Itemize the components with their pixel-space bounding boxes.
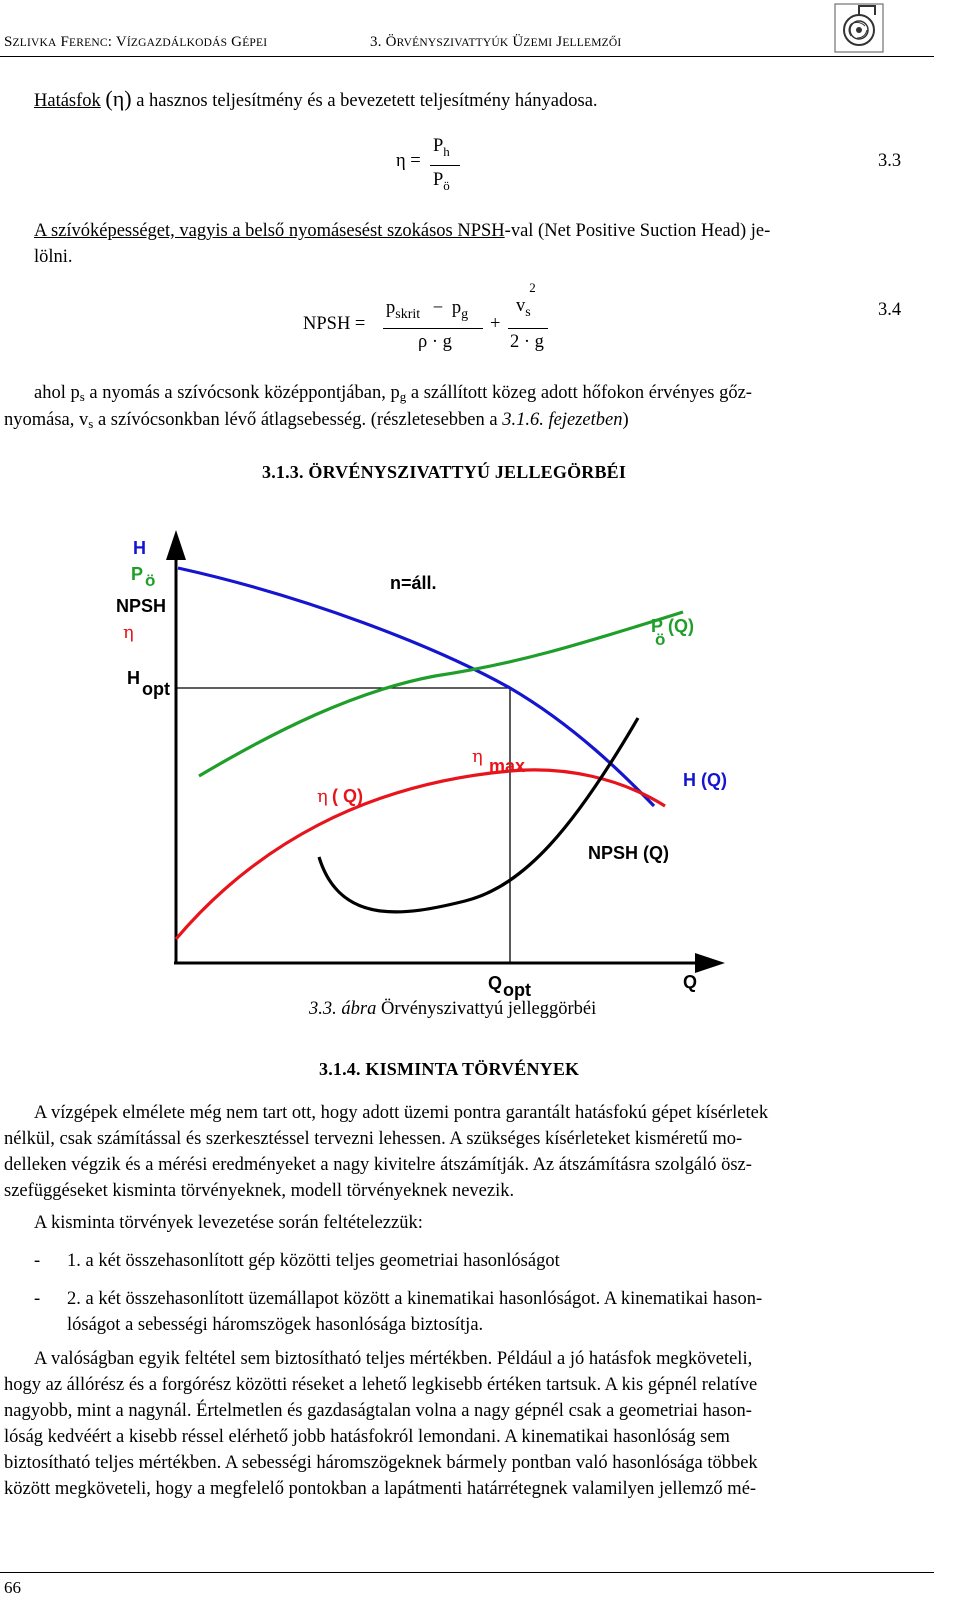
figure-caption: 3.3. ábra Örvényszivattyú jelleggörbéi <box>309 999 597 1019</box>
etamax-eta: η <box>472 746 483 767</box>
qopt-label: Q <box>488 973 503 993</box>
n-label: n=áll. <box>390 573 437 593</box>
section-heading-3-1-4: 3.1.4. KISMINTA TÖRVÉNYEK <box>319 1059 580 1079</box>
efficiency-definition: Hatásfok (η) a hasznos teljesítmény és a bevezetett teljesítmény hányadosa. <box>34 86 598 111</box>
etaq-rest: ( Q) <box>332 786 363 806</box>
section-heading-3-1-3: 3.1.3. ÖRVÉNYSZIVATTYÚ JELLEGÖRBÉI <box>262 462 627 482</box>
etamax-sub: max <box>489 756 526 776</box>
variables-paragraph: ahol ps a nyomás a szívócsonk középpontjában, pg a szállított közeg adott hőfokon érvényes gőz- nyomása, vs a szívócsonkban lévő átlagsebesség. (részletesebben a 3.1.6. fejezetben) <box>4 383 752 431</box>
ylabel-p: P <box>131 564 144 584</box>
paragraph-model-laws-intro: A vízgépek elmélete még nem tart ott, hogy adott üzemi pontra garantált hatásfokú gépet kísérletek nélkül, csak számítással és szerkesztéssel tervezni lehessen. A szükséges kísérleteket kisméretű mo- delleken végzik és a mérési eredményeket a nagy kivitelre átszámítják. Az átszámításra szolgáló ösz- szefüggéseket kisminta törvényeknek, modell törvényeknek nevezik. <box>4 1103 769 1201</box>
etaq-eta: η <box>317 786 328 807</box>
pump-logo-icon <box>833 2 885 54</box>
equation-number: 3.4 <box>878 300 902 320</box>
h-curve <box>178 568 654 806</box>
p-curve <box>199 612 683 776</box>
q-label: Q <box>683 972 698 992</box>
equation-number: 3.3 <box>878 151 902 171</box>
pump-characteristic-curves-figure <box>105 526 745 1028</box>
qopt-sub: opt <box>503 980 531 1000</box>
header-rule <box>0 56 934 57</box>
pq-label: P <box>651 616 664 636</box>
footer-rule <box>0 1572 934 1573</box>
running-header-chapter: 3. ÖRVÉNYSZIVATTYÚK ÜZEMI JELLEMZŐI <box>370 34 622 50</box>
npshq-label: NPSH (Q) <box>588 843 669 863</box>
list-item-text: 2. a két összehasonlított üzemállapot között a kinematikai hasonlóságot. A kinematikai hason- lóságot a sebességi háromszögek hasonlósága biztosítja. <box>67 1289 763 1335</box>
npsh-paragraph: A szívóképességet, vagyis a belső nyomásesést szokásos NPSH-val (Net Positive Suction Head) je- lölni. <box>34 221 771 267</box>
y-axis-arrow <box>166 530 186 560</box>
list-item-text: 1. a két összehasonlított gép közötti teljes geometriai hasonlóságot <box>67 1251 560 1271</box>
running-header-left: SZLIVKA FERENC: VÍZGAZDÁLKODÁS GÉPEI <box>4 34 268 50</box>
ylabel-npsh: NPSH <box>116 596 167 616</box>
paragraph-similarity: A valóságban egyik feltétel sem biztosítható teljes mértékben. Például a jó hatásfok megköveteli, hogy az állórész és a forgórész közötti réseket a lehető legkisebb értéken tartsuk. A kis gépnél relatíve nagyobb, mint a nagynál. Értelmetlen és gazdaságtalan volna a nagy gépnél csak a geometriai hason- lóság kedvéért a kisebb réssel elérhető jobb hatásfokról lemondani. A kinematikai hasonlóság sem biztosítható teljes mértékben. A sebességi háromszögeknek bármely pontban való hasonlósága többek között megköveteli, hogy a megfelelő pontokban a lapátmenti határrétegnek valamilyen jellemző mé- <box>4 1349 758 1499</box>
hq-label: H (Q) <box>683 770 727 790</box>
page-number: 66 <box>4 1578 21 1597</box>
pq-sub: ö <box>655 630 666 649</box>
ylabel-p-sub: ö <box>145 571 156 590</box>
ylabel-eta: η <box>123 622 134 643</box>
hopt-sub: opt <box>142 679 170 699</box>
x-axis-arrow <box>695 953 725 973</box>
list-item: - <box>34 1251 41 1271</box>
pq-rest: (Q) <box>668 616 694 636</box>
list-item: - <box>34 1289 41 1309</box>
hopt-label: H <box>127 668 140 688</box>
ylabel-h: H <box>133 538 146 558</box>
paragraph-assumptions: A kisminta törvények levezetése során feltételezzük: <box>34 1213 423 1233</box>
